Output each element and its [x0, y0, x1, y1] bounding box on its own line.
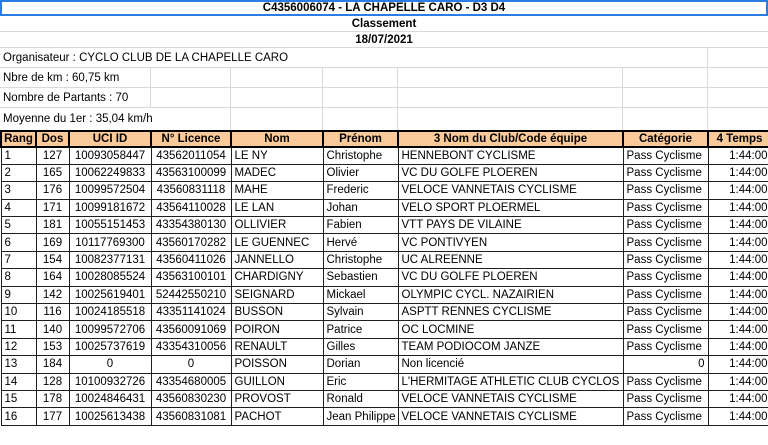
- cell-rang[interactable]: 10: [1, 304, 36, 321]
- cell-club[interactable]: OLYMPIC CYCL. NAZAIRIEN: [398, 286, 623, 303]
- cell-nom[interactable]: LE LAN: [231, 199, 323, 216]
- col-header-rang[interactable]: Rang: [1, 131, 36, 147]
- cell-dos[interactable]: 181: [36, 217, 69, 234]
- cell-prenom[interactable]: Johan: [323, 199, 398, 216]
- cell-dos[interactable]: 177: [36, 408, 69, 425]
- info-row-average-speed[interactable]: [0, 108, 768, 130]
- cell-temps[interactable]: 1:44:00: [708, 356, 768, 373]
- table-row: [1, 408, 768, 425]
- cell-club[interactable]: OC LOCMINE: [398, 321, 623, 338]
- cell-prenom[interactable]: Sylvain: [323, 304, 398, 321]
- gridline: [707, 48, 708, 67]
- cell-nom[interactable]: BUSSON: [231, 304, 323, 321]
- cell-licence[interactable]: 43563100099: [151, 164, 231, 181]
- cell-dos[interactable]: 127: [36, 147, 69, 164]
- cell-temps[interactable]: 1:44:00: [708, 390, 768, 407]
- cell-prenom[interactable]: Jean Philippe: [323, 408, 398, 425]
- cell-dos[interactable]: 142: [36, 286, 69, 303]
- cell-licence[interactable]: 43354380130: [151, 217, 231, 234]
- cell-nom[interactable]: POISSON: [231, 356, 323, 373]
- cell-nom[interactable]: PROVOST: [231, 390, 323, 407]
- cell-club[interactable]: ASPTT RENNES CYCLISME: [398, 304, 623, 321]
- distance-text: Nbre de km : 60,75 km: [3, 71, 120, 84]
- cell-dos[interactable]: 165: [36, 164, 69, 181]
- cell-uci-id[interactable]: 10055151453: [69, 217, 151, 234]
- gridline: [322, 108, 323, 130]
- cell-club[interactable]: VELOCE VANNETAIS CYCLISME: [398, 390, 623, 407]
- col-header-nom[interactable]: Nom: [231, 131, 323, 147]
- cell-prenom[interactable]: Fabien: [323, 217, 398, 234]
- cell-categorie[interactable]: Pass Cyclisme: [623, 234, 708, 251]
- cell-uci-id[interactable]: 10099572706: [69, 321, 151, 338]
- gridline: [622, 68, 623, 87]
- cell-nom[interactable]: RENAULT: [231, 338, 323, 355]
- cell-rang[interactable]: 3: [1, 182, 36, 199]
- cell-temps[interactable]: 1:44:00: [708, 251, 768, 268]
- cell-prenom[interactable]: Patrice: [323, 321, 398, 338]
- table-row: [1, 338, 768, 355]
- cell-nom[interactable]: POIRON: [231, 321, 323, 338]
- cell-categorie[interactable]: Pass Cyclisme: [623, 304, 708, 321]
- cell-uci-id[interactable]: 10025619401: [69, 286, 151, 303]
- cell-club[interactable]: VC DU GOLFE PLOEREN: [398, 164, 623, 181]
- cell-nom[interactable]: JANNELLO: [231, 251, 323, 268]
- cell-rang[interactable]: 1: [1, 147, 36, 164]
- cell-prenom[interactable]: Eric: [323, 373, 398, 390]
- cell-rang[interactable]: 16: [1, 408, 36, 425]
- cell-categorie[interactable]: Pass Cyclisme: [623, 338, 708, 355]
- gridline: [230, 88, 231, 107]
- cell-club[interactable]: UC ALREENNE: [398, 251, 623, 268]
- gridline: [397, 108, 398, 130]
- table-row: [1, 164, 768, 181]
- cell-rang[interactable]: 9: [1, 286, 36, 303]
- cell-nom[interactable]: SEIGNARD: [231, 286, 323, 303]
- info-row-starters[interactable]: [0, 88, 768, 108]
- gridline: [622, 88, 623, 107]
- cell-nom[interactable]: PACHOT: [231, 408, 323, 425]
- cell-categorie[interactable]: Pass Cyclisme: [623, 373, 708, 390]
- cell-categorie[interactable]: Pass Cyclisme: [623, 321, 708, 338]
- cell-temps[interactable]: 1:44:00: [708, 338, 768, 355]
- race-title-text: C4356006074 - LA CHAPELLE CARO - D3 D4: [262, 2, 506, 14]
- table-row: [1, 321, 768, 338]
- cell-uci-id[interactable]: 10082377131: [69, 251, 151, 268]
- organizer-text: Organisateur : CYCLO CLUB DE LA CHAPELLE CARO: [3, 51, 289, 64]
- cell-categorie[interactable]: Pass Cyclisme: [623, 286, 708, 303]
- gridline: [322, 68, 323, 87]
- cell-temps[interactable]: 1:44:00: [708, 182, 768, 199]
- cell-uci-id[interactable]: 10117769300: [69, 234, 151, 251]
- results-body: [1, 147, 768, 425]
- gridline: [622, 108, 623, 130]
- cell-uci-id[interactable]: 10093058447: [69, 147, 151, 164]
- cell-club[interactable]: Non licencié: [398, 356, 623, 373]
- cell-temps[interactable]: 1:44:00: [708, 234, 768, 251]
- cell-dos[interactable]: 154: [36, 251, 69, 268]
- cell-categorie[interactable]: Pass Cyclisme: [623, 182, 708, 199]
- starters-text: Nombre de Partants : 70: [3, 91, 129, 104]
- cell-prenom[interactable]: Christophe: [323, 251, 398, 268]
- col-header-licence[interactable]: N° Licence: [151, 131, 231, 147]
- gridline: [150, 88, 151, 107]
- cell-licence[interactable]: 43351141024: [151, 304, 231, 321]
- cell-uci-id[interactable]: 10024185518: [69, 304, 151, 321]
- table-row: [1, 234, 768, 251]
- table-row: [1, 304, 768, 321]
- cell-club[interactable]: VC PONTIVYEN: [398, 234, 623, 251]
- cell-temps[interactable]: 1:44:00: [708, 304, 768, 321]
- table-row: [1, 390, 768, 407]
- cell-categorie[interactable]: Pass Cyclisme: [623, 164, 708, 181]
- results-table: [0, 130, 768, 426]
- cell-prenom[interactable]: Mickael: [323, 286, 398, 303]
- cell-temps[interactable]: 1:44:00: [708, 269, 768, 286]
- cell-uci-id[interactable]: 10099181672: [69, 199, 151, 216]
- table-row: [1, 182, 768, 199]
- classement-text: Classement: [351, 17, 417, 30]
- cell-prenom[interactable]: Ronald: [323, 390, 398, 407]
- col-header-prenom[interactable]: Prénom: [323, 131, 398, 147]
- cell-temps[interactable]: 1:44:00: [708, 286, 768, 303]
- cell-rang[interactable]: 15: [1, 390, 36, 407]
- cell-dos[interactable]: 184: [36, 356, 69, 373]
- cell-dos[interactable]: 140: [36, 321, 69, 338]
- cell-uci-id[interactable]: 10028085524: [69, 269, 151, 286]
- cell-licence[interactable]: 43563100101: [151, 269, 231, 286]
- cell-licence[interactable]: 52442550210: [151, 286, 231, 303]
- table-row: [1, 373, 768, 390]
- info-row-distance[interactable]: [0, 68, 768, 88]
- cell-temps[interactable]: 1:44:00: [708, 147, 768, 164]
- cell-nom[interactable]: MADEC: [231, 164, 323, 181]
- table-row: [1, 251, 768, 268]
- cell-club[interactable]: VELOCE VANNETAIS CYCLISME: [398, 182, 623, 199]
- cell-nom[interactable]: LE NY: [231, 147, 323, 164]
- cell-categorie[interactable]: Pass Cyclisme: [623, 408, 708, 425]
- cell-licence[interactable]: 43562011054: [151, 147, 231, 164]
- table-row: [1, 356, 768, 373]
- cell-uci-id[interactable]: 10100932726: [69, 373, 151, 390]
- cell-club[interactable]: VELOCE VANNETAIS CYCLISME: [398, 408, 623, 425]
- cell-rang[interactable]: 13: [1, 356, 36, 373]
- cell-licence[interactable]: 43560411026: [151, 251, 231, 268]
- cell-prenom[interactable]: Gilles: [323, 338, 398, 355]
- classement-cell[interactable]: [0, 16, 768, 32]
- table-row: [1, 217, 768, 234]
- cell-dos[interactable]: 153: [36, 338, 69, 355]
- average-speed-text: Moyenne du 1er : 35,04 km/h: [3, 113, 153, 125]
- cell-licence[interactable]: 0: [151, 356, 231, 373]
- cell-nom[interactable]: LE GUENNEC: [231, 234, 323, 251]
- cell-club[interactable]: L'HERMITAGE ATHLETIC CLUB CYCLOS: [398, 373, 623, 390]
- cell-prenom[interactable]: Dorian: [323, 356, 398, 373]
- cell-dos[interactable]: 178: [36, 390, 69, 407]
- table-row: [1, 199, 768, 216]
- cell-prenom[interactable]: Christophe: [323, 147, 398, 164]
- cell-club[interactable]: VC DU GOLFE PLOEREN: [398, 269, 623, 286]
- col-header-club[interactable]: 3 Nom du Club/Code équipe: [398, 131, 623, 147]
- gridline: [230, 68, 231, 87]
- cell-uci-id[interactable]: 10025613438: [69, 408, 151, 425]
- cell-nom[interactable]: CHARDIGNY: [231, 269, 323, 286]
- cell-dos[interactable]: 116: [36, 304, 69, 321]
- gridline: [707, 108, 708, 130]
- cell-club[interactable]: HENNEBONT CYCLISME: [398, 147, 623, 164]
- cell-licence[interactable]: 43560831081: [151, 408, 231, 425]
- cell-rang[interactable]: 5: [1, 217, 36, 234]
- cell-temps[interactable]: 1:44:00: [708, 408, 768, 425]
- cell-temps[interactable]: 1:44:00: [708, 164, 768, 181]
- cell-uci-id[interactable]: 10024846431: [69, 390, 151, 407]
- cell-rang[interactable]: 14: [1, 373, 36, 390]
- cell-rang[interactable]: 11: [1, 321, 36, 338]
- gridline: [707, 88, 708, 107]
- cell-rang[interactable]: 8: [1, 269, 36, 286]
- cell-categorie[interactable]: 0: [623, 356, 708, 373]
- cell-temps[interactable]: 1:44:00: [708, 199, 768, 216]
- cell-licence[interactable]: 43560091069: [151, 321, 231, 338]
- cell-prenom[interactable]: Sebastien: [323, 269, 398, 286]
- cell-temps[interactable]: 1:44:00: [708, 373, 768, 390]
- cell-licence[interactable]: 43560170282: [151, 234, 231, 251]
- cell-licence[interactable]: 43354310056: [151, 338, 231, 355]
- cell-licence[interactable]: 43354680005: [151, 373, 231, 390]
- cell-licence[interactable]: 43560831118: [151, 182, 231, 199]
- cell-dos[interactable]: 169: [36, 234, 69, 251]
- cell-categorie[interactable]: Pass Cyclisme: [623, 217, 708, 234]
- cell-rang[interactable]: 7: [1, 251, 36, 268]
- cell-club[interactable]: TEAM PODIOCOM JANZE: [398, 338, 623, 355]
- col-header-uci-id[interactable]: UCI ID: [69, 131, 151, 147]
- info-row-organizer[interactable]: [0, 48, 768, 68]
- cell-nom[interactable]: OLLIVIER: [231, 217, 323, 234]
- cell-categorie[interactable]: Pass Cyclisme: [623, 269, 708, 286]
- cell-uci-id[interactable]: 10062249833: [69, 164, 151, 181]
- cell-categorie[interactable]: Pass Cyclisme: [623, 390, 708, 407]
- cell-temps[interactable]: 1:44:00: [708, 321, 768, 338]
- date-text: 18/07/2021: [355, 33, 413, 46]
- cell-dos[interactable]: 164: [36, 269, 69, 286]
- cell-dos[interactable]: 128: [36, 373, 69, 390]
- cell-temps[interactable]: 1:44:00: [708, 217, 768, 234]
- cell-prenom[interactable]: Frederic: [323, 182, 398, 199]
- gridline: [707, 68, 708, 87]
- gridline: [150, 68, 151, 87]
- cell-prenom[interactable]: Olivier: [323, 164, 398, 181]
- cell-licence[interactable]: 43564110028: [151, 199, 231, 216]
- table-header-row: [1, 131, 768, 147]
- table-row: [1, 147, 768, 164]
- cell-dos[interactable]: 176: [36, 182, 69, 199]
- cell-rang[interactable]: 6: [1, 234, 36, 251]
- cell-rang[interactable]: 2: [1, 164, 36, 181]
- cell-categorie[interactable]: Pass Cyclisme: [623, 147, 708, 164]
- col-header-temps[interactable]: 4 Temps: [708, 131, 768, 147]
- col-header-categorie[interactable]: Catégorie: [623, 131, 708, 147]
- col-header-dos[interactable]: Dos: [36, 131, 69, 147]
- cell-licence[interactable]: 43560830230: [151, 390, 231, 407]
- cell-categorie[interactable]: Pass Cyclisme: [623, 199, 708, 216]
- race-title-cell[interactable]: [0, 0, 768, 16]
- cell-rang[interactable]: 4: [1, 199, 36, 216]
- gridline: [322, 88, 323, 107]
- cell-club[interactable]: VELO SPORT PLOERMEL: [398, 199, 623, 216]
- cell-uci-id[interactable]: 10025737619: [69, 338, 151, 355]
- gridline: [230, 108, 231, 130]
- cell-nom[interactable]: GUILLON: [231, 373, 323, 390]
- cell-prenom[interactable]: Hervé: [323, 234, 398, 251]
- date-cell[interactable]: [0, 32, 768, 48]
- gridline: [397, 88, 398, 107]
- cell-uci-id[interactable]: 0: [69, 356, 151, 373]
- cell-rang[interactable]: 12: [1, 338, 36, 355]
- cell-categorie[interactable]: Pass Cyclisme: [623, 251, 708, 268]
- gridline: [397, 68, 398, 87]
- table-row: [1, 286, 768, 303]
- cell-dos[interactable]: 171: [36, 199, 69, 216]
- cell-uci-id[interactable]: 10099572504: [69, 182, 151, 199]
- cell-club[interactable]: VTT PAYS DE VILAINE: [398, 217, 623, 234]
- cell-nom[interactable]: MAHE: [231, 182, 323, 199]
- table-row: [1, 269, 768, 286]
